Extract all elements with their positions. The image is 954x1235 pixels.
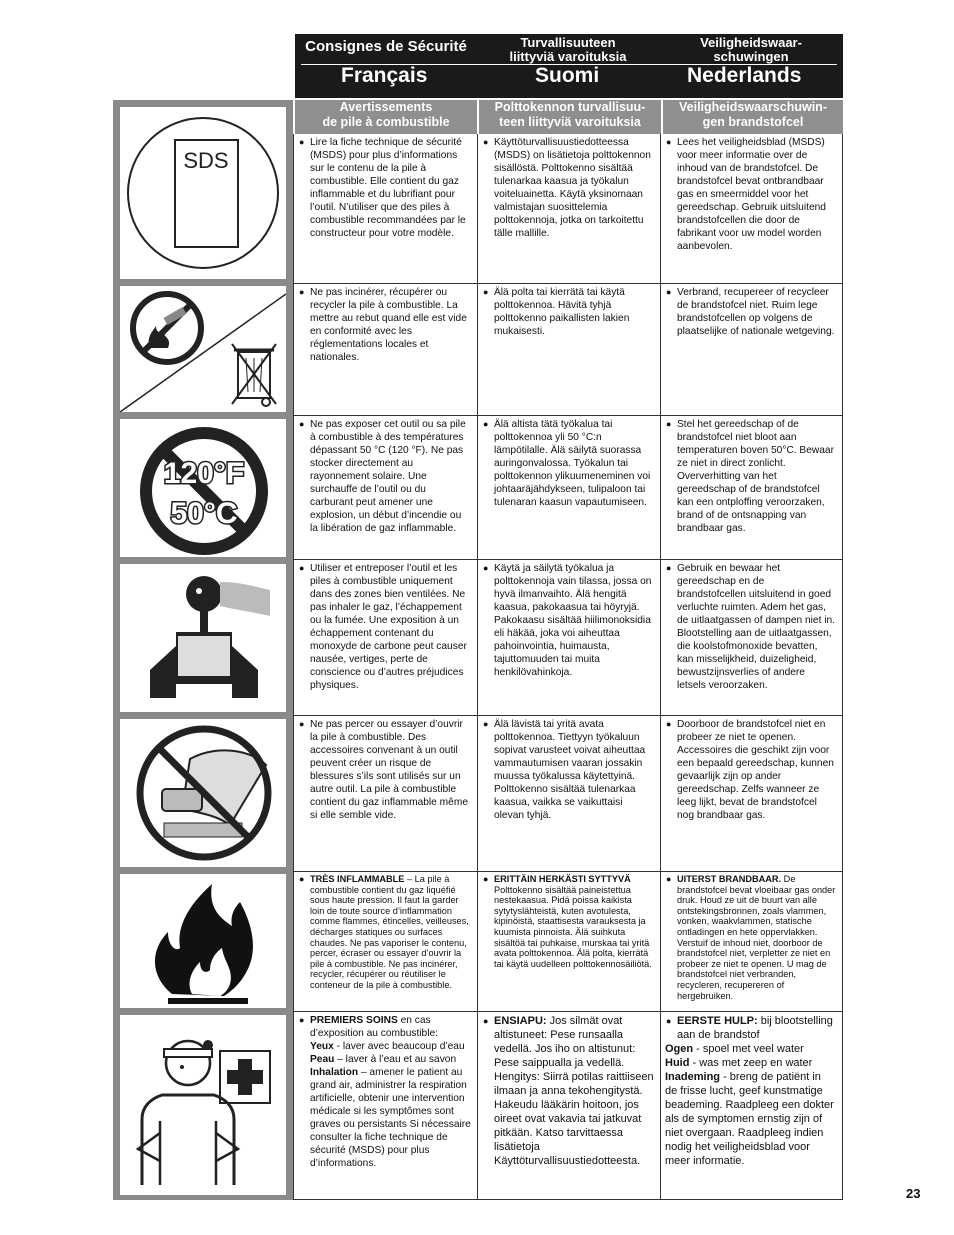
header-title-finnish: Turvallisuuteen liittyviä varoituksia (509, 35, 627, 64)
table-cell-fi: ● Käytä ja säilytä työkalua ja polttokennoja vain tilassa, jossa on hyvä ilmanvaihto. Älä hengitä kaasua, pakokaasua tai höyryjä. Pakokaasu sisältää hiilimonoksidia eli häkää, joka voi aiheuttaa pahoinvointia, huimausta, tajuttomuuden tai muita henkilövahinkoja. (478, 560, 661, 716)
icon-cell-flammable (120, 874, 286, 1008)
flame-icon (120, 874, 286, 1008)
crossed-bin-icon (232, 344, 276, 406)
table-cell-fi: ● Käyttöturvallisuustiedotteessa (MSDS) on lisätietoja polttokennon sisällöstä. Polttokenno sisältää tulenarkaa kaasua ja työkalun voiteluainetta. Käytä yksinomaan valmistajan suosittelemia polttokennoja, jotka on tarkoitettu tälle mallille. (478, 134, 661, 284)
table-cell-nl: ● Verbrand, recupereer of recycleer de brandstofcel niet. Ruim lege brandstofcellen op volgens de plaatselijke of nationale wetgeving. (661, 284, 843, 416)
table-cell-nl: ● Stel het gereedschap of de brandstofcel niet bloot aan temperaturen boven 50°C. Bewaar ze niet in direct zonlicht. Oververhitting van het gereedschap of de brandstofcel kan een ontploffing veroorzaken, brand of de ontsnapping van brandbaar gas. (661, 416, 843, 560)
table-cell-nl: ● EERSTE HULP: bij blootstelling aan de brandstof Ogen - spoel met veel water Huid - was met zeep en water Inademing - breng de patiënt in de frisse lucht, geef kunstmatige beademing. Raadpleeg een dokter als de symptomen ernstig zijn of niet overgaan. Raadpleeg indien nodig het veiligheidsblad voor meer informatie. (661, 1012, 843, 1200)
icon-cell-sds (120, 107, 286, 279)
table-cell-fi: ● ENSIAPU: Jos silmät ovat altistuneet: Pese runsaalla vedellä. Jos iho on altistunut: Pese saippualla ja vedellä. Hengitys: Siirrä potilas raittiiseen ilmaan ja anna tekohengitystä. Hakeudu lääkärin hoitoon, jos oireet ovat vakavia tai jatkuvat pitkään. Katso tarvittaessa lisätietoja Käyttöturvallisuustiedotteesta. (478, 1012, 661, 1200)
warnings-table (293, 134, 843, 1200)
icon-cell-ventilation (120, 564, 286, 712)
table-cell-fi: ● Älä altista tätä työkalua tai polttokennoa yli 50 °C:n lämpötilalle. Älä säilytä suorassa auringonvalossa. Työkalun tai polttokennon ylikuumeneminen voi johtaaräjähdykseen, tulipaloon tai tulenaran kaasun vapautumiseen. (478, 416, 661, 560)
table-cell-fi: ● ERITTÄIN HERKÄSTI SYTTYVÄ Polttokenno sisältää paineistettua nestekaasua. Pidä poissa kaikista sytytyslähteistä, kuten avotulesta, kipinöistä, staattisesta varauksesta ja kuumista pinnoista. Älä suihkuta sisältöä tai puhkaise, murskaa tai yritä avata polttokennoa. Älä polta, kierrätä tai käytä uudelleen polttokennosäiliötä. (478, 872, 661, 1012)
temperature-celsius: 50°C (170, 497, 238, 530)
temperature-fahrenheit: 120°F (163, 457, 245, 490)
table-cell-fr: ● Ne pas incinérer, récupérer ou recycler la pile à combustible. La mettre au rebut quand elle est vide en conformité avec les réglementations locales et nationales. (293, 284, 478, 416)
sds-label: SDS (183, 148, 229, 173)
table-cell-nl: ● UITERST BRANDBAAR. De brandstofcel bevat vloeibaar gas onder druk. Houd ze uit de buurt van alle ontstekingsbronnen, zoals vlammen, vonken, waakvlammen, statische ontladingen en hete oppervlakken. Verstuif de inhoud niet, doorboor de brandstofcel niet, verpletter ze niet en probeer ze niet te openen. U mag de brandstofcel niet verbranden, recycleren, recupereren of hergebruiken. (661, 872, 843, 1012)
table-cell-nl: ● Gebruik en bewaar het gereedschap en de brandstofcellen uitsluitend in goed verluchte ruimten. Adem het gas, de uitlaatgassen of dampen niet in. Blootstelling aan de uitlaatgassen, die koolstofmonoxide bevatten, kan misselijkheid, duizeligheid, bewustzijnsverlies of andere letsels veroorzaken. (661, 560, 843, 716)
first-aid-icon (120, 1015, 286, 1195)
table-cell-fr: ● Lire la fiche technique de sécurité (MSDS) pour plus d’informations sur le contenu de la pile à combustible. Elle contient du gaz inflammable et du lubrifiant pour l’outil. N’utiliser que des piles à combustible recommandées par le constructeur pour votre modèle. (293, 134, 478, 284)
table-cell-fr: ● PREMIERS SOINS en cas d’exposition au combustible: Yeux - laver avec beaucoup d’eau Peau – laver à l’eau et au savon Inhalation – amener le patient au grand air, administrer la respiration artificielle, obtenir une intervention médicale si les symptômes sont graves ou persistants Si nécessaire consulter la fiche technique de sécurité (MSDS) pour plus d’informations. (293, 1012, 478, 1200)
header-title-dutch: Veiligheidswaar- schuwingen (700, 35, 802, 64)
language-label-french: Français (341, 64, 428, 87)
table-cell-fr: ● Ne pas exposer cet outil ou sa pile à combustible à des températures dépassant 50 °C (120 °F). Ne pas stocker directement au rayonnement solaire. Une surchauffe de l’outil ou du carburant peut amener une explosion, un début d’incendie ou la libération de gaz inflammable. (293, 416, 478, 560)
no-fire-recycle-bin-icon (120, 286, 286, 412)
language-label-dutch: Nederlands (687, 64, 802, 87)
icon-cell-temperature (120, 419, 286, 557)
language-label-finnish: Suomi (535, 64, 600, 87)
table-cell-nl: ● Doorboor de brandstofcel niet en probeer ze niet te openen. Accessoires die geschikt zijn voor een bepaald gereedschap, kunnen gevaarlijk zijn op ander gereedschap. Zelfs wanneer ze leeg lijkt, bevat de brandstofcel nog brandbaar gas. (661, 716, 843, 872)
icon-column (113, 100, 293, 1200)
table-cell-nl: ● Lees het veiligheidsblad (MSDS) voor meer informatie over de inhoud van de brandstofcel. De brandstofcel bevat ontbrandbaar gas en smeermiddel voor het gereedschap. Gebruik uitsluitend brandstofcellen die door de fabrikant voor uw model worden aanbevolen. (661, 134, 843, 284)
subheader-dutch: Veiligheidswaarschuwin- gen brandstofcel (663, 100, 843, 134)
temperature-limit-icon (120, 419, 286, 557)
language-header (295, 34, 843, 98)
table-cell-fr: ● Ne pas percer ou essayer d’ouvrir la pile à combustible. Des accessoires convenant à un outil peuvent créer un risque de blessures s’ils sont utilisés sur un autre outil. La pile à combustible contient du gaz inflammable même si elle semble vide. (293, 716, 478, 872)
table-cell-fr: ● Utiliser et entreposer l’outil et les piles à combustible uniquement dans des zones bien ventilées. Ne pas inhaler le gaz, l’échappement ou la fumée. Une exposition à un échappement contenant du monoxyde de carbone peut causer nausée, vertiges, perte de conscience ou d’autres préjudices physiques. (293, 560, 478, 716)
inhalation-hazard-icon (120, 564, 286, 712)
subheader-finnish: Polttokennon turvallisuu- teen liittyviä varoituksia (479, 100, 661, 134)
sds-document-icon (120, 107, 286, 279)
table-cell-fi: ● Älä polta tai kierrätä tai käytä polttokennoa. Hävitä tyhjä polttokenno paikallisten lakien mukaisesti. (478, 284, 661, 416)
icon-cell-no-puncture (120, 719, 286, 867)
table-cell-fi: ● Älä lävistä tai yritä avata polttokennoa. Tiettyyn työkaluun sopivat varusteet voivat aiheuttaa vammautumisen vaaran jossakin muussa työkalussa käytettyinä. Polttokenno sisältää tulenarkaa kaasua, vaikka se vaikuttaisi olevan tyhjä. (478, 716, 661, 872)
icon-cell-no-incinerate (120, 286, 286, 412)
icon-cell-first-aid (120, 1015, 286, 1195)
table-cell-fr: ● TRÈS INFLAMMABLE – La pile à combustible contient du gaz liquéfié sous haute pression. Il faut la garder loin de toute source d’inflammation comme flammes, étincelles, veilleuses, décharges statiques ou surfaces chaudes. Ne pas vaporiser le contenu, percer, écraser ou essayer d’ouvrir la pile à combustible. Ne pas incinérer, recycler, récupérer ou réutiliser le conteneur de la pile à combustible. (293, 872, 478, 1012)
no-puncture-icon (120, 719, 286, 867)
subheader-french: Avertissements de pile à combustible (295, 100, 477, 134)
page-number: 23 (906, 1186, 921, 1201)
header-title-french: Consignes de Sécurité (305, 38, 467, 55)
